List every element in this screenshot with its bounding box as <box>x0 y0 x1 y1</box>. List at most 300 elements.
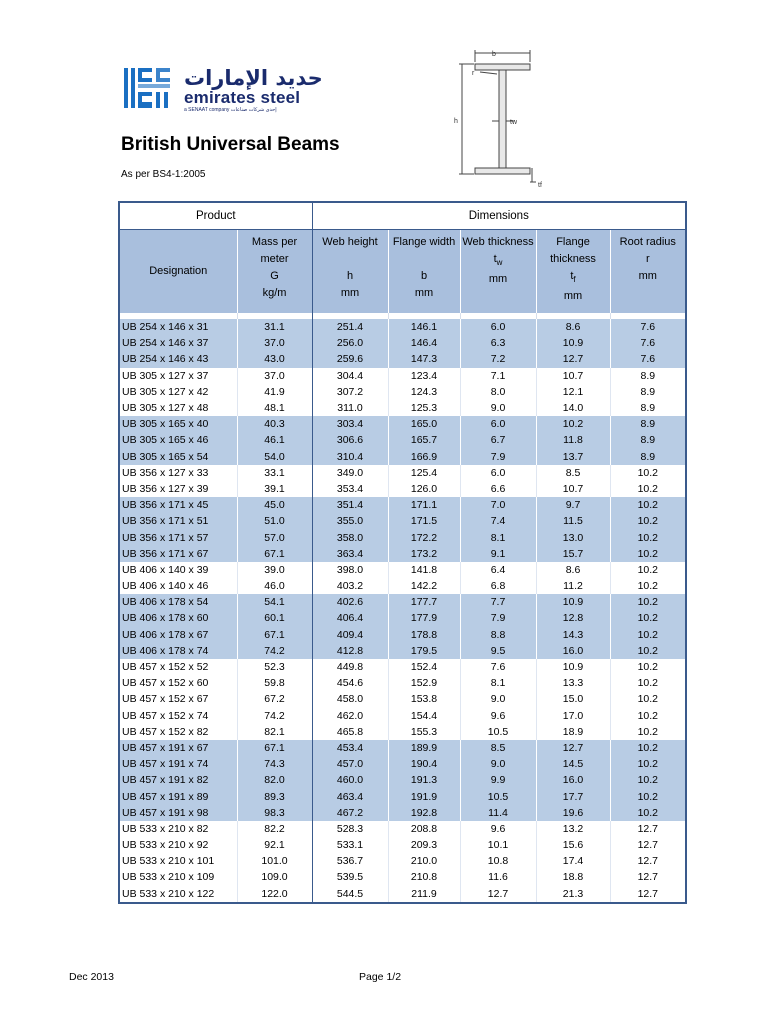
value-cell: 11.2 <box>536 578 610 594</box>
table-row <box>119 675 686 691</box>
value-cell: 155.3 <box>388 724 460 740</box>
value-cell: 307.2 <box>312 384 388 400</box>
value-cell: 6.7 <box>460 432 536 448</box>
value-cell: 409.4 <box>312 627 388 643</box>
designation-cell: UB 533 x 210 x 122 <box>119 886 237 903</box>
value-cell: 10.2 <box>610 805 686 821</box>
value-cell: 10.1 <box>460 837 536 853</box>
value-cell: 363.4 <box>312 546 388 562</box>
value-cell: 146.4 <box>388 335 460 351</box>
table-row <box>119 708 686 724</box>
table-row <box>119 319 686 335</box>
table-row <box>119 821 686 837</box>
value-cell: 15.7 <box>536 546 610 562</box>
value-cell: 210.0 <box>388 853 460 869</box>
value-cell: 124.3 <box>388 384 460 400</box>
value-cell: 74.2 <box>237 708 312 724</box>
table-row <box>119 578 686 594</box>
value-cell: 528.3 <box>312 821 388 837</box>
value-cell: 251.4 <box>312 319 388 335</box>
table-row <box>119 384 686 400</box>
value-cell: 10.2 <box>610 788 686 804</box>
value-cell: 10.2 <box>610 756 686 772</box>
column-header-name: Mass per meter <box>251 236 298 265</box>
value-cell: 14.3 <box>536 627 610 643</box>
column-header-symbol: $t_f$ <box>570 270 576 285</box>
value-cell: 10.2 <box>610 643 686 659</box>
value-cell: 15.6 <box>536 837 610 853</box>
value-cell: 37.0 <box>237 368 312 384</box>
i-beam-section-diagram <box>450 48 560 190</box>
value-cell: 12.1 <box>536 384 610 400</box>
value-cell: 54.0 <box>237 449 312 465</box>
column-header <box>388 230 460 314</box>
column-header-symbol: $t_w$ <box>493 253 503 268</box>
value-cell: 7.6 <box>460 659 536 675</box>
table-row <box>119 416 686 432</box>
value-cell: 6.0 <box>460 319 536 335</box>
footer-page-number: Page 1/2 <box>359 971 402 983</box>
page-title: British Universal Beams <box>121 134 340 155</box>
table-row <box>119 691 686 707</box>
value-cell: 11.4 <box>460 805 536 821</box>
value-cell: 177.7 <box>388 594 460 610</box>
value-cell: 303.4 <box>312 416 388 432</box>
value-cell: 8.9 <box>610 432 686 448</box>
value-cell: 10.2 <box>610 594 686 610</box>
value-cell: 51.0 <box>237 513 312 529</box>
column-header-unit: mm <box>563 290 583 303</box>
value-cell: 7.7 <box>460 594 536 610</box>
value-cell: 10.2 <box>610 481 686 497</box>
value-cell: 33.1 <box>237 465 312 481</box>
value-cell: 10.2 <box>610 610 686 626</box>
value-cell: 9.6 <box>460 821 536 837</box>
value-cell: 13.0 <box>536 529 610 545</box>
value-cell: 43.0 <box>237 351 312 367</box>
value-cell: 141.8 <box>388 562 460 578</box>
column-header <box>460 230 536 314</box>
table-row <box>119 869 686 885</box>
value-cell: 13.3 <box>536 675 610 691</box>
value-cell: 458.0 <box>312 691 388 707</box>
designation-cell: UB 457 x 152 x 82 <box>119 724 237 740</box>
value-cell: 8.8 <box>460 627 536 643</box>
value-cell: 10.2 <box>610 691 686 707</box>
value-cell: 10.2 <box>610 724 686 740</box>
value-cell: 8.9 <box>610 449 686 465</box>
value-cell: 9.1 <box>460 546 536 562</box>
diagram-label-h: h <box>454 118 458 125</box>
designation-cell: UB 305 x 127 x 48 <box>119 400 237 416</box>
designation-cell: UB 406 x 178 x 60 <box>119 610 237 626</box>
designation-cell: UB 305 x 165 x 40 <box>119 416 237 432</box>
value-cell: 41.9 <box>237 384 312 400</box>
value-cell: 13.2 <box>536 821 610 837</box>
table-row <box>119 562 686 578</box>
value-cell: 57.0 <box>237 529 312 545</box>
table-row <box>119 449 686 465</box>
value-cell: 304.4 <box>312 368 388 384</box>
value-cell: 462.0 <box>312 708 388 724</box>
value-cell: 18.9 <box>536 724 610 740</box>
diagram-label-tf: tf <box>538 182 542 189</box>
value-cell: 355.0 <box>312 513 388 529</box>
table-row <box>119 627 686 643</box>
value-cell: 46.1 <box>237 432 312 448</box>
column-header-name: Web thickness <box>462 236 534 248</box>
value-cell: 533.1 <box>312 837 388 853</box>
table-row <box>119 335 686 351</box>
designation-cell: UB 356 x 127 x 33 <box>119 465 237 481</box>
value-cell: 12.7 <box>536 740 610 756</box>
value-cell: 82.2 <box>237 821 312 837</box>
table-row <box>119 368 686 384</box>
value-cell: 178.8 <box>388 627 460 643</box>
value-cell: 177.9 <box>388 610 460 626</box>
value-cell: 406.4 <box>312 610 388 626</box>
value-cell: 402.6 <box>312 594 388 610</box>
value-cell: 54.1 <box>237 594 312 610</box>
value-cell: 449.8 <box>312 659 388 675</box>
standard-reference: As per BS4-1:2005 <box>121 169 206 180</box>
table-row <box>119 513 686 529</box>
value-cell: 12.7 <box>610 821 686 837</box>
designation-cell: UB 305 x 127 x 42 <box>119 384 237 400</box>
value-cell: 98.3 <box>237 805 312 821</box>
value-cell: 10.2 <box>610 675 686 691</box>
column-header-name: Designation <box>149 264 208 277</box>
value-cell: 12.7 <box>610 837 686 853</box>
value-cell: 10.2 <box>610 772 686 788</box>
table-row <box>119 610 686 626</box>
designation-cell: UB 356 x 171 x 67 <box>119 546 237 562</box>
designation-cell: UB 254 x 146 x 43 <box>119 351 237 367</box>
table-row <box>119 837 686 853</box>
column-header-symbol: r <box>645 253 650 265</box>
value-cell: 398.0 <box>312 562 388 578</box>
logo-arabic-text: حديد الإمارات <box>184 66 323 90</box>
value-cell: 8.9 <box>610 384 686 400</box>
value-cell: 12.7 <box>460 886 536 903</box>
column-header-name: Flange thickness <box>550 236 596 265</box>
value-cell: 74.3 <box>237 756 312 772</box>
column-header <box>119 230 237 314</box>
value-cell: 45.0 <box>237 497 312 513</box>
value-cell: 412.8 <box>312 643 388 659</box>
value-cell: 10.7 <box>536 368 610 384</box>
value-cell: 12.7 <box>536 351 610 367</box>
column-header-name: Root radius <box>619 236 676 248</box>
value-cell: 7.6 <box>610 335 686 351</box>
value-cell: 208.8 <box>388 821 460 837</box>
value-cell: 146.1 <box>388 319 460 335</box>
value-cell: 179.5 <box>388 643 460 659</box>
value-cell: 10.8 <box>460 853 536 869</box>
beam-properties-table <box>118 201 687 904</box>
column-header-unit: mm <box>340 287 360 299</box>
value-cell: 173.2 <box>388 546 460 562</box>
table-row <box>119 659 686 675</box>
value-cell: 12.7 <box>610 869 686 885</box>
value-cell: 11.6 <box>460 869 536 885</box>
value-cell: 52.3 <box>237 659 312 675</box>
column-header <box>237 230 312 314</box>
value-cell: 67.2 <box>237 691 312 707</box>
value-cell: 171.5 <box>388 513 460 529</box>
value-cell: 147.3 <box>388 351 460 367</box>
value-cell: 15.0 <box>536 691 610 707</box>
column-header-unit: mm <box>414 287 434 299</box>
column-header-name: Web height <box>322 236 378 248</box>
designation-cell: UB 254 x 146 x 31 <box>119 319 237 335</box>
designation-cell: UB 533 x 210 x 82 <box>119 821 237 837</box>
emirates-steel-logo-icon <box>122 66 178 112</box>
designation-cell: UB 406 x 178 x 67 <box>119 627 237 643</box>
value-cell: 10.2 <box>610 627 686 643</box>
column-header-symbol: G <box>270 270 279 282</box>
value-cell: 166.9 <box>388 449 460 465</box>
table-row <box>119 724 686 740</box>
value-cell: 13.7 <box>536 449 610 465</box>
value-cell: 190.4 <box>388 756 460 772</box>
value-cell: 10.2 <box>610 740 686 756</box>
group-header-product: Product <box>119 202 312 230</box>
table-row <box>119 497 686 513</box>
value-cell: 191.3 <box>388 772 460 788</box>
column-header <box>312 230 388 314</box>
value-cell: 259.6 <box>312 351 388 367</box>
designation-cell: UB 356 x 171 x 45 <box>119 497 237 513</box>
value-cell: 10.9 <box>536 594 610 610</box>
value-cell: 14.5 <box>536 756 610 772</box>
designation-cell: UB 457 x 191 x 89 <box>119 788 237 804</box>
value-cell: 539.5 <box>312 869 388 885</box>
value-cell: 7.9 <box>460 610 536 626</box>
value-cell: 154.4 <box>388 708 460 724</box>
value-cell: 8.9 <box>610 416 686 432</box>
value-cell: 122.0 <box>237 886 312 903</box>
value-cell: 92.1 <box>237 837 312 853</box>
value-cell: 9.7 <box>536 497 610 513</box>
value-cell: 311.0 <box>312 400 388 416</box>
value-cell: 153.8 <box>388 691 460 707</box>
value-cell: 209.3 <box>388 837 460 853</box>
value-cell: 123.4 <box>388 368 460 384</box>
designation-cell: UB 254 x 146 x 37 <box>119 335 237 351</box>
table-row <box>119 788 686 804</box>
table-row <box>119 772 686 788</box>
value-cell: 463.4 <box>312 788 388 804</box>
value-cell: 10.2 <box>610 708 686 724</box>
value-cell: 74.2 <box>237 643 312 659</box>
value-cell: 67.1 <box>237 546 312 562</box>
value-cell: 12.7 <box>610 886 686 903</box>
value-cell: 9.6 <box>460 708 536 724</box>
logo-tagline: a SENAAT company إحدى شركات صناعات <box>184 107 277 113</box>
table-row <box>119 756 686 772</box>
table-row <box>119 400 686 416</box>
value-cell: 152.9 <box>388 675 460 691</box>
value-cell: 349.0 <box>312 465 388 481</box>
value-cell: 11.5 <box>536 513 610 529</box>
value-cell: 60.1 <box>237 610 312 626</box>
table-row <box>119 432 686 448</box>
value-cell: 256.0 <box>312 335 388 351</box>
table-row <box>119 594 686 610</box>
emirates-steel-logo <box>122 66 322 116</box>
value-cell: 310.4 <box>312 449 388 465</box>
designation-cell: UB 457 x 152 x 60 <box>119 675 237 691</box>
value-cell: 12.7 <box>610 853 686 869</box>
value-cell: 7.4 <box>460 513 536 529</box>
value-cell: 453.4 <box>312 740 388 756</box>
value-cell: 467.2 <box>312 805 388 821</box>
designation-cell: UB 356 x 127 x 39 <box>119 481 237 497</box>
value-cell: 10.2 <box>610 497 686 513</box>
value-cell: 10.2 <box>610 659 686 675</box>
value-cell: 109.0 <box>237 869 312 885</box>
value-cell: 191.9 <box>388 788 460 804</box>
value-cell: 16.0 <box>536 772 610 788</box>
column-header-symbol: h <box>346 270 354 282</box>
table-row <box>119 546 686 562</box>
value-cell: 351.4 <box>312 497 388 513</box>
value-cell: 211.9 <box>388 886 460 903</box>
designation-cell: UB 457 x 152 x 52 <box>119 659 237 675</box>
value-cell: 189.9 <box>388 740 460 756</box>
column-header-name: Flange width <box>392 236 456 248</box>
value-cell: 544.5 <box>312 886 388 903</box>
table-row <box>119 351 686 367</box>
diagram-label-tw: tw <box>510 119 517 126</box>
value-cell: 16.0 <box>536 643 610 659</box>
value-cell: 142.2 <box>388 578 460 594</box>
value-cell: 7.6 <box>610 319 686 335</box>
value-cell: 353.4 <box>312 481 388 497</box>
value-cell: 59.8 <box>237 675 312 691</box>
column-header <box>536 230 610 314</box>
value-cell: 10.2 <box>610 578 686 594</box>
value-cell: 6.0 <box>460 465 536 481</box>
value-cell: 9.0 <box>460 691 536 707</box>
value-cell: 39.1 <box>237 481 312 497</box>
value-cell: 358.0 <box>312 529 388 545</box>
value-cell: 7.0 <box>460 497 536 513</box>
value-cell: 6.3 <box>460 335 536 351</box>
column-header-symbol: b <box>420 270 428 282</box>
value-cell: 10.2 <box>610 546 686 562</box>
designation-cell: UB 406 x 178 x 54 <box>119 594 237 610</box>
value-cell: 17.0 <box>536 708 610 724</box>
value-cell: 8.0 <box>460 384 536 400</box>
column-header-unit: mm <box>638 270 657 282</box>
designation-cell: UB 457 x 191 x 98 <box>119 805 237 821</box>
value-cell: 454.6 <box>312 675 388 691</box>
designation-cell: UB 305 x 165 x 46 <box>119 432 237 448</box>
designation-cell: UB 406 x 140 x 46 <box>119 578 237 594</box>
value-cell: 82.0 <box>237 772 312 788</box>
value-cell: 8.1 <box>460 675 536 691</box>
value-cell: 10.2 <box>610 529 686 545</box>
value-cell: 67.1 <box>237 627 312 643</box>
value-cell: 82.1 <box>237 724 312 740</box>
designation-cell: UB 457 x 191 x 82 <box>119 772 237 788</box>
value-cell: 192.8 <box>388 805 460 821</box>
value-cell: 39.0 <box>237 562 312 578</box>
value-cell: 10.5 <box>460 724 536 740</box>
value-cell: 31.1 <box>237 319 312 335</box>
diagram-label-r: r <box>472 70 475 77</box>
value-cell: 10.2 <box>610 513 686 529</box>
column-header-unit: kg/m <box>262 287 287 299</box>
value-cell: 403.2 <box>312 578 388 594</box>
value-cell: 171.1 <box>388 497 460 513</box>
table-row <box>119 853 686 869</box>
value-cell: 125.4 <box>388 465 460 481</box>
value-cell: 9.0 <box>460 756 536 772</box>
value-cell: 125.3 <box>388 400 460 416</box>
value-cell: 7.6 <box>610 351 686 367</box>
table-row <box>119 643 686 659</box>
designation-cell: UB 305 x 165 x 54 <box>119 449 237 465</box>
value-cell: 10.2 <box>610 562 686 578</box>
value-cell: 9.5 <box>460 643 536 659</box>
value-cell: 21.3 <box>536 886 610 903</box>
value-cell: 6.4 <box>460 562 536 578</box>
designation-cell: UB 533 x 210 x 92 <box>119 837 237 853</box>
value-cell: 165.7 <box>388 432 460 448</box>
value-cell: 8.5 <box>536 465 610 481</box>
value-cell: 306.6 <box>312 432 388 448</box>
value-cell: 12.8 <box>536 610 610 626</box>
logo-english-text: emirates steel <box>184 88 301 107</box>
value-cell: 126.0 <box>388 481 460 497</box>
table-row <box>119 529 686 545</box>
value-cell: 17.7 <box>536 788 610 804</box>
value-cell: 11.8 <box>536 432 610 448</box>
value-cell: 10.2 <box>536 416 610 432</box>
designation-cell: UB 457 x 191 x 74 <box>119 756 237 772</box>
table-row <box>119 465 686 481</box>
value-cell: 89.3 <box>237 788 312 804</box>
value-cell: 210.8 <box>388 869 460 885</box>
value-cell: 10.5 <box>460 788 536 804</box>
value-cell: 10.2 <box>610 465 686 481</box>
value-cell: 8.5 <box>460 740 536 756</box>
designation-cell: UB 305 x 127 x 37 <box>119 368 237 384</box>
value-cell: 6.8 <box>460 578 536 594</box>
value-cell: 40.3 <box>237 416 312 432</box>
designation-cell: UB 457 x 152 x 67 <box>119 691 237 707</box>
value-cell: 8.9 <box>610 400 686 416</box>
value-cell: 152.4 <box>388 659 460 675</box>
designation-cell: UB 406 x 140 x 39 <box>119 562 237 578</box>
value-cell: 14.0 <box>536 400 610 416</box>
value-cell: 8.6 <box>536 562 610 578</box>
table-row <box>119 740 686 756</box>
value-cell: 7.2 <box>460 351 536 367</box>
designation-cell: UB 406 x 178 x 74 <box>119 643 237 659</box>
value-cell: 8.9 <box>610 368 686 384</box>
column-header <box>610 230 686 314</box>
value-cell: 7.9 <box>460 449 536 465</box>
value-cell: 465.8 <box>312 724 388 740</box>
value-cell: 8.1 <box>460 529 536 545</box>
value-cell: 536.7 <box>312 853 388 869</box>
footer-date: Dec 2013 <box>69 971 114 983</box>
designation-cell: UB 457 x 152 x 74 <box>119 708 237 724</box>
